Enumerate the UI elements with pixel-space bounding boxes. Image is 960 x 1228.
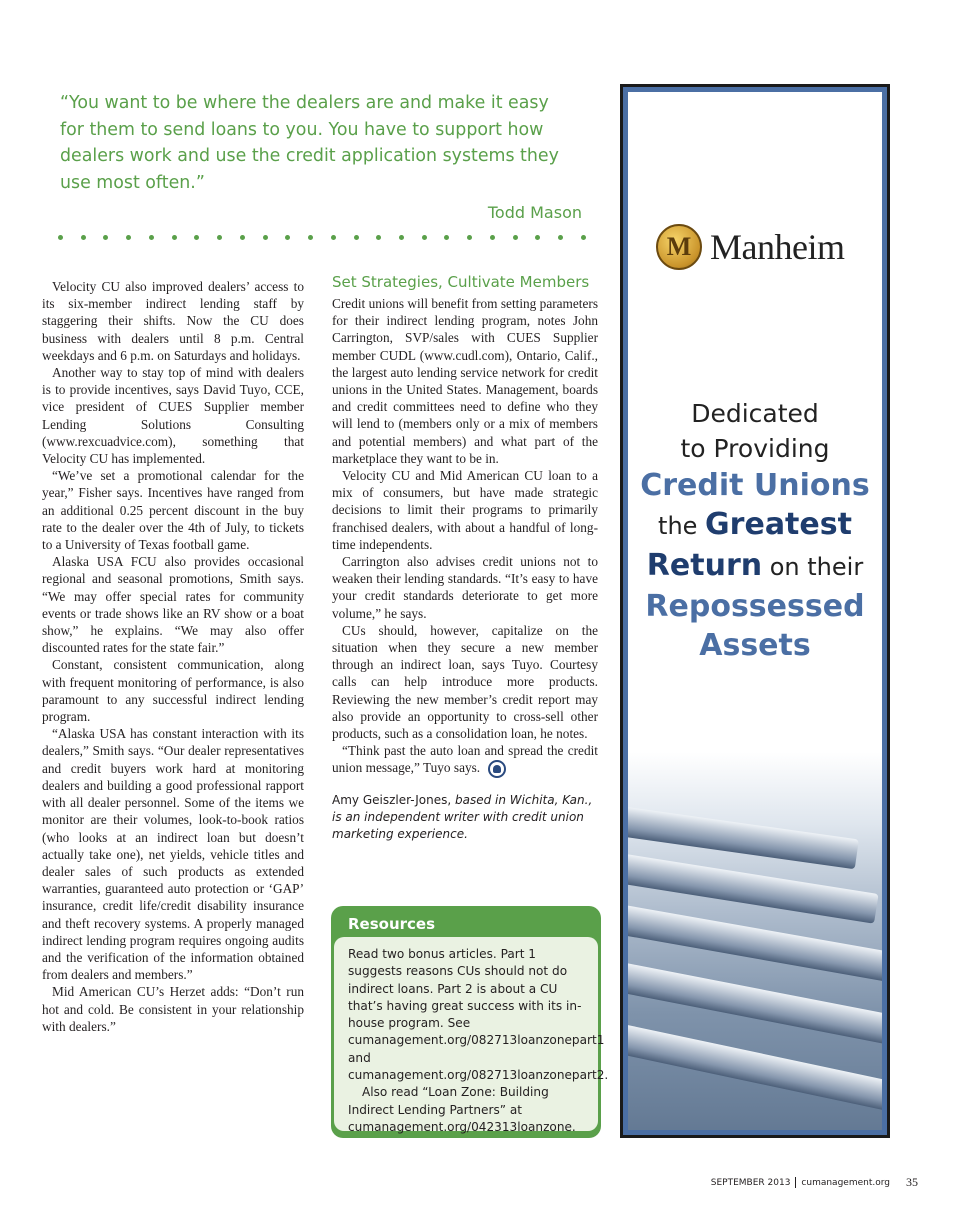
pull-quote <box>60 90 582 227</box>
ad-panel <box>623 87 887 1135</box>
page-number: 35 <box>906 1175 918 1189</box>
divider-dot <box>354 235 359 240</box>
end-mark-icon <box>488 760 506 778</box>
pull-quote-text: “You want to be where the dealers are and make it easy for them to send loans to you. You have to support how dealers work and use the credit application systems they use most often.” <box>60 93 559 193</box>
divider-dot <box>103 235 108 240</box>
page-footer <box>711 1175 918 1190</box>
divider-dot <box>217 235 222 240</box>
divider-dot <box>149 235 154 240</box>
paragraph: Velocity CU and Mid American CU loan to a mix of consumers, but have made strategic decisions to limit their programs to primarily franchised dealers, with about a handful of long-time independents. <box>332 468 598 552</box>
divider-dot <box>126 235 131 240</box>
section-subhead: Set Strategies, Cultivate Members <box>332 273 590 291</box>
article-column-2 <box>332 272 598 843</box>
divider-dot <box>558 235 563 240</box>
paragraph: Velocity CU also improved dealers’ access to its six-member indirect lending staff by staggering their shifts. Now the CU does business with dealers until 8 p.m. Central weekdays and 6 p.m. on Saturdays and holidays. <box>42 279 304 363</box>
paragraph: Constant, consistent communication, along with frequent monitoring of performance, is also paramount to any successful indirect lending program. <box>42 657 304 725</box>
paragraph: Credit unions will benefit from setting parameters for their indirect lending program, notes John Carrington, SVP/sales with CUES Supplier member CUDL (www.cudl.com), Ontario, Calif., the largest auto lending service network for credit unions in the United States. Management, boards and credit committees need to define who they will lend to (members only or a mix of members and potential members) and what part of the marketplace they want to be in. <box>332 296 598 466</box>
resources-title: Resources <box>348 915 436 933</box>
paragraph: Mid American CU’s Herzet adds: “Don’t run hot and cold. Be consistent in your relationship with dealers.” <box>42 984 304 1034</box>
author-byline: Amy Geiszler-Jones, based in Wichita, Kan., is an independent writer with credit union marketing experience. <box>332 793 593 842</box>
resources-text: Also read “Loan Zone: Building Indirect Lending Partners” at cumanagement.org/042313loanzone. <box>348 1085 576 1134</box>
divider-dot <box>581 235 586 240</box>
paragraph: Carrington also advises credit unions not to weaken their lending standards. “It’s easy to have your credit standards deteriorate to get more volume,” he says. <box>332 554 598 621</box>
divider-dot <box>399 235 404 240</box>
divider-dot <box>263 235 268 240</box>
issue-date: SEPTEMBER 2013 <box>710 1177 791 1188</box>
paragraph: “Alaska USA has constant interaction with its dealers,” Smith says. “Our dealer representatives and credit buyers work hard at monitoring dealers and building a good professional rapport with all dealer personnel. Some of the items we monitor are their volumes, look-to-book ratios (who looks at an indirect loan but doesn’t actually take one), net yields, vehicle titles and dealer sales of such products as extended warranties, guaranteed auto protection or ‘GAP’ insurance, credit life/credit disability insurance and theft recovery systems. A properly managed indirect lending program requires ongoing audits and the verification of the information obtained from dealers and members.” <box>42 726 304 983</box>
paragraph: CUs should, however, capitalize on the situation when they secure a new member through an indirect loan, says Tuyo. Courtesy calls can help introduce more products. Reviewing the new member’s credit report may also provide an opportunity to cross-sell other products, such as a consolidation loan, he notes. <box>332 622 598 742</box>
divider-dot <box>513 235 518 240</box>
paragraph-final: “Think past the auto loan and spread the credit union message,” Tuyo says. <box>332 742 598 778</box>
divider-dot <box>194 235 199 240</box>
dotted-divider <box>58 229 586 245</box>
manheim-logo <box>656 224 844 270</box>
divider-dot <box>240 235 245 240</box>
resources-box <box>331 906 609 1138</box>
brand-name: Manheim <box>710 227 845 267</box>
divider-dot <box>535 235 540 240</box>
resources-text: Read two bonus articles. Part 1 suggests reasons CUs should not do indirect loans. Part 2 is about a CU that’s having great success with its in-house program. See cumanagement.org/082713loanzonepart1 and cumanagement.org/082713loanzonepart2. <box>348 947 609 1083</box>
parked-cars-image <box>628 752 882 1135</box>
paragraph: Another way to stay top of mind with dealers is to provide incentives, says David Tuyo, CCE, vice president of CUES Supplier member Lending Solutions Consulting (www.rexcuadvice.com), something that Velocity CU has implemented. <box>42 365 304 467</box>
divider-dot <box>308 235 313 240</box>
divider-dot <box>467 235 472 240</box>
site-url: cumanagement.org <box>801 1177 890 1188</box>
divider-dot <box>444 235 449 240</box>
manheim-advertisement[interactable] <box>620 84 890 1138</box>
divider-dot <box>422 235 427 240</box>
divider-dot <box>490 235 495 240</box>
divider-dot <box>376 235 381 240</box>
divider-dot <box>331 235 336 240</box>
divider-dot <box>172 235 177 240</box>
resources-body <box>334 937 609 1134</box>
article-column-1 <box>42 278 304 1035</box>
paragraph: “We’ve set a promotional calendar for the year,” Fisher says. Incentives have ranged from an additional 0.25 percent discount in the buy rate to the dealer over the 4th of July, to tickets to a University of Texas football game. <box>42 468 304 553</box>
divider-dot <box>81 235 86 240</box>
paragraph: Alaska USA FCU also provides occasional regional and seasonal promotions, Smith says. “We may offer special rates for community events or trade shows like an RV show or a boat show,” he explains. “We may also offer discounted rates for the state fair.” <box>42 554 304 656</box>
ad-tagline: Dedicated to Providing Credit Unions the Greatest Return on their Repossessed Assets <box>640 399 870 663</box>
divider-dot <box>58 235 63 240</box>
divider-dot <box>285 235 290 240</box>
manheim-badge-icon: M <box>656 224 702 270</box>
pull-quote-attribution: Todd Mason <box>487 203 582 222</box>
